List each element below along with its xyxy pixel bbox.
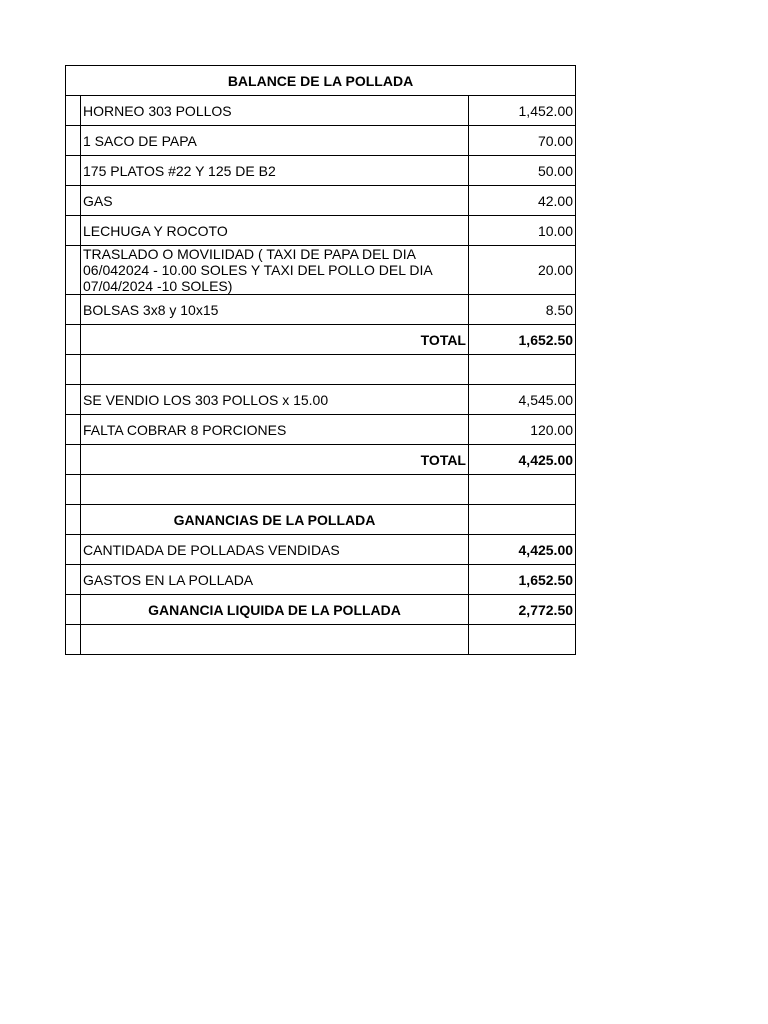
margin-cell	[66, 415, 81, 445]
expense-amount: 1,452.00	[469, 96, 576, 126]
expense-amount: 20.00	[469, 246, 576, 295]
profit-desc: GASTOS EN LA POLLADA	[81, 565, 469, 595]
income-total-label: TOTAL	[81, 445, 469, 475]
margin-cell	[66, 156, 81, 186]
empty-cell	[469, 505, 576, 535]
margin-cell	[66, 565, 81, 595]
table-row	[66, 415, 576, 445]
profit-amount: 1,652.50	[469, 565, 576, 595]
table-row	[66, 156, 576, 186]
margin-cell	[66, 126, 81, 156]
margin-cell	[66, 295, 81, 325]
table-row	[66, 96, 576, 126]
expenses-total-row	[66, 325, 576, 355]
empty-cell	[81, 355, 469, 385]
income-desc: FALTA COBRAR 8 PORCIONES	[81, 415, 469, 445]
expense-amount: 8.50	[469, 295, 576, 325]
profit-amount: 4,425.00	[469, 535, 576, 565]
net-profit-label: GANANCIA LIQUIDA DE LA POLLADA	[81, 595, 469, 625]
table-row	[66, 246, 576, 295]
margin-cell	[66, 595, 81, 625]
income-total-amount: 4,425.00	[469, 445, 576, 475]
margin-cell	[66, 625, 81, 655]
expense-desc: BOLSAS 3x8 y 10x15	[81, 295, 469, 325]
income-desc: SE VENDIO LOS 303 POLLOS x 15.00	[81, 385, 469, 415]
table-row	[66, 535, 576, 565]
empty-cell	[81, 625, 469, 655]
expense-amount: 70.00	[469, 126, 576, 156]
expense-amount: 42.00	[469, 186, 576, 216]
margin-cell	[66, 216, 81, 246]
expenses-total-amount: 1,652.50	[469, 325, 576, 355]
expense-desc: 1 SACO DE PAPA	[81, 126, 469, 156]
net-profit-row	[66, 595, 576, 625]
margin-cell	[66, 325, 81, 355]
empty-cell	[469, 625, 576, 655]
table-row	[66, 565, 576, 595]
empty-cell	[81, 475, 469, 505]
balance-table	[65, 65, 576, 655]
table-title: BALANCE DE LA POLLADA	[66, 66, 576, 96]
empty-row	[66, 355, 576, 385]
expense-desc: 175 PLATOS #22 Y 125 DE B2	[81, 156, 469, 186]
net-profit-amount: 2,772.50	[469, 595, 576, 625]
income-amount: 4,545.00	[469, 385, 576, 415]
margin-cell	[66, 96, 81, 126]
margin-cell	[66, 246, 81, 295]
table-row	[66, 186, 576, 216]
expense-desc: LECHUGA Y ROCOTO	[81, 216, 469, 246]
profit-desc: CANTIDADA DE POLLADAS VENDIDAS	[81, 535, 469, 565]
expense-desc: GAS	[81, 186, 469, 216]
title-row	[66, 66, 576, 96]
margin-cell	[66, 445, 81, 475]
expense-amount: 10.00	[469, 216, 576, 246]
margin-cell	[66, 535, 81, 565]
table-row	[66, 216, 576, 246]
expense-desc: HORNEO 303 POLLOS	[81, 96, 469, 126]
table-row	[66, 385, 576, 415]
expense-desc: TRASLADO O MOVILIDAD ( TAXI DE PAPA DEL DIA 06/042024 - 10.00 SOLES Y TAXI DEL POLLO DEL DIA 07/04/2024 -10 SOLES)	[81, 246, 469, 295]
empty-cell	[469, 475, 576, 505]
table-row	[66, 295, 576, 325]
expenses-total-label: TOTAL	[81, 325, 469, 355]
expense-amount: 50.00	[469, 156, 576, 186]
empty-row	[66, 625, 576, 655]
income-amount: 120.00	[469, 415, 576, 445]
margin-cell	[66, 186, 81, 216]
margin-cell	[66, 475, 81, 505]
margin-cell	[66, 505, 81, 535]
margin-cell	[66, 355, 81, 385]
margin-cell	[66, 385, 81, 415]
profit-title: GANANCIAS DE LA POLLADA	[81, 505, 469, 535]
empty-cell	[469, 355, 576, 385]
income-total-row	[66, 445, 576, 475]
table-row	[66, 126, 576, 156]
profit-title-row	[66, 505, 576, 535]
empty-row	[66, 475, 576, 505]
